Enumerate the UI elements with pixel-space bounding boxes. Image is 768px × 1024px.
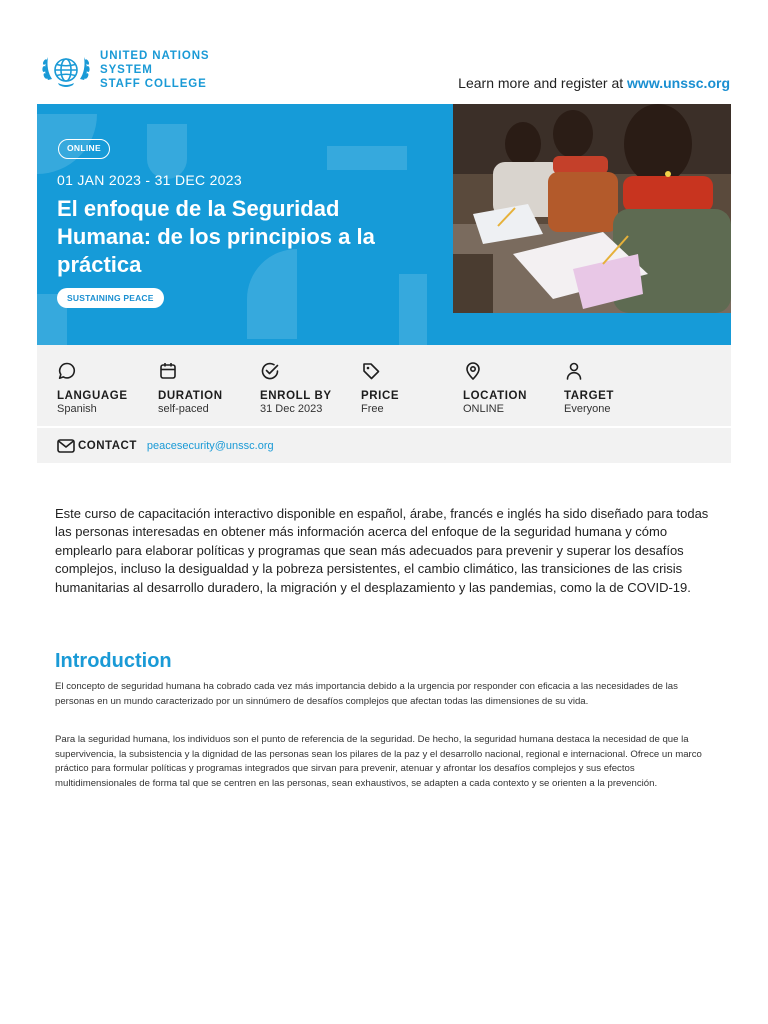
contact-label: CONTACT	[78, 439, 137, 452]
fact-value: Everyone	[564, 403, 611, 415]
course-banner	[37, 104, 731, 345]
photo-illustration	[453, 104, 731, 313]
fact-label: TARGET	[564, 390, 615, 402]
intro-paragraph: Para la seguridad humana, los individuos son el punto de referencia de la seguridad. De hecho, la seguridad humana destaca la necesidad de que la supervivencia, la subsistencia y la dignidad de las personas sean los pilares de la paz y el desarrollo nacional, regional e internacional. Ofrece un marco práctico para formular políticas y programas integrados que sirvan para prevenir, atenuar y afrontar los desafíos complejos y sus efectos multidimensionales de forma tal que se centren en las personas, sean exhaustivos, se adapten a cada contexto y se orienten a la prevención.	[55, 734, 702, 789]
calendar-icon	[158, 361, 178, 381]
fact-value: self-paced	[158, 403, 209, 415]
students-writing-photo	[453, 104, 731, 313]
fact-duration	[158, 361, 258, 415]
fact-language	[57, 361, 157, 415]
person-icon	[564, 361, 584, 381]
logo-line: SYSTEM	[100, 64, 153, 76]
register-line	[458, 75, 730, 91]
price-tag-icon	[361, 361, 381, 381]
fact-label: LANGUAGE	[57, 390, 128, 402]
speech-bubble-icon	[57, 361, 77, 381]
fact-location	[463, 361, 563, 415]
logo-wordmark	[100, 49, 210, 91]
fact-target	[564, 361, 664, 415]
fact-label: PRICE	[361, 390, 400, 402]
register-text: Learn more and register at	[458, 75, 628, 91]
intro-paragraph: El concepto de seguridad humana ha cobrado cada vez más importancia debido a la urgencia por responder con eficacia a las necesidades de las personas en un mundo caracterizado por un sinnúmero de desafíos complejos que afectan todas las dimensiones de su vida.	[55, 681, 678, 707]
contact-row	[37, 428, 731, 463]
fact-enroll-by	[260, 361, 360, 415]
logo-line: STAFF COLLEGE	[100, 78, 207, 90]
introduction-heading: Introduction	[55, 650, 172, 672]
fact-value: ONLINE	[463, 403, 504, 415]
register-link[interactable]: www.unssc.org	[627, 75, 730, 91]
fact-value: Spanish	[57, 403, 97, 415]
fact-label: ENROLL BY	[260, 390, 332, 402]
fact-label: LOCATION	[463, 390, 527, 402]
decor-shape	[327, 146, 407, 170]
check-circle-icon	[260, 361, 280, 381]
theme-badge[interactable]: SUSTAINING PEACE	[57, 288, 164, 308]
mode-badge: ONLINE	[58, 139, 110, 159]
logo-line: UNITED NATIONS	[100, 50, 210, 62]
page-header	[0, 0, 768, 104]
un-emblem-icon	[36, 46, 96, 94]
fact-price	[361, 361, 461, 415]
unssc-logo[interactable]	[36, 46, 210, 94]
decor-shape	[147, 124, 187, 179]
envelope-icon	[57, 439, 75, 453]
decor-shape	[399, 274, 427, 345]
fact-value: Free	[361, 403, 384, 415]
course-dates: 01 JAN 2023 - 31 DEC 2023	[57, 172, 242, 188]
course-title: El enfoque de la Seguridad Humana: de los principios a la práctica	[57, 196, 375, 277]
fact-label: DURATION	[158, 390, 223, 402]
contact-email-link[interactable]: peacesecurity@unssc.org	[146, 439, 274, 452]
course-facts	[37, 345, 731, 426]
fact-value: 31 Dec 2023	[260, 403, 323, 415]
location-pin-icon	[463, 361, 483, 381]
course-summary: Este curso de capacitación interactivo disponible en español, árabe, francés e inglés ha sido diseñado para todas las personas interesadas en obtener más información acerca del enfoque de la seguridad humana y cómo emplearlo para elaborar políticas y programas que sean más adecuados para prevenir y superar los desafíos complejos, incluso la desigualdad y la pobreza persistentes, el cambio climático, las transiciones de las crisis humanitarias al desarrollo duradero, la migración y el desplazamiento y las pandemias, como la de COVID-19.	[55, 506, 709, 595]
